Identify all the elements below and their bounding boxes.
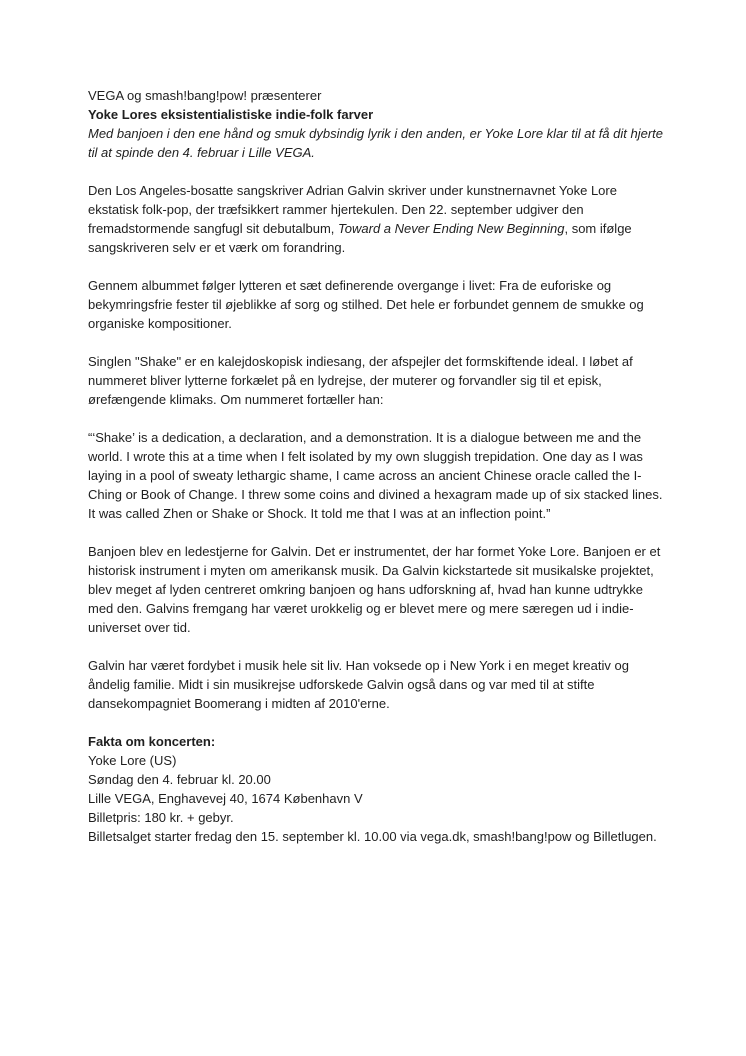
paragraph-banjo: Banjoen blev en ledestjerne for Galvin. Det er instrumentet, der har formet Yoke Lore. Banjoen er et historisk instrument i myten om amerikansk musik. Da Galvin kickstartede sit musikalske projektet, blev meget af lyden centreret omkring banjoen og hans udforskning af, hvad han kunne udtrykke med den. Galvins fremgang har været urokkelig og er blevet mere og mere særegen ud i indie-universet over tid. bbox=[88, 544, 661, 635]
facts-date: Søndag den 4. februar kl. 20.00 bbox=[88, 772, 271, 787]
paragraph-album-theme: Gennem albummet følger lytteren et sæt definerende overgange i livet: Fra de euforiske og bekymringsfrie fester til øjeblikke af sorg og stilhed. Det hele er forbundet gennem de smukke og organiske kompositioner. bbox=[88, 278, 644, 331]
facts-price: Billetpris: 180 kr. + gebyr. bbox=[88, 810, 234, 825]
facts-heading: Fakta om koncerten: bbox=[88, 734, 216, 749]
paragraph-text-before-album: Den Los Angeles-bosatte sangskriver Adrian Galvin skriver under kunstnernavnet Yoke Lore ekstatisk folk-pop, der træfsikkert rammer hjertekulen. Den 22. september udgiver den fremadstormende sangfugl sit debutalbum, bbox=[88, 183, 617, 236]
facts-block bbox=[88, 732, 668, 846]
paragraph-single-shake: Singlen "Shake" er en kalejdoskopisk indiesang, der afspejler det formskiftende ideal. I løbet af nummeret bliver lytterne forkælet på en lydrejse, der muterer og forvandler sig til et episk, ørefængende klimaks. Om nummeret fortæller han: bbox=[88, 354, 633, 407]
paragraph-artist-intro bbox=[88, 181, 668, 257]
album-title: Toward a Never Ending New Beginning bbox=[338, 221, 565, 236]
paragraph-artist-background: Galvin har været fordybet i musik hele sit liv. Han voksede op i New York i en meget kreativ og åndelig familie. Midt i sin musikrejse udforskede Galvin også dans og var med til at stifte dansekompagniet Boomerang i midten af 2010'erne. bbox=[88, 658, 629, 711]
facts-artist: Yoke Lore (US) bbox=[88, 753, 177, 768]
press-release bbox=[88, 86, 668, 846]
facts-ticket-sale: Billetsalget starter fredag den 15. september kl. 10.00 via vega.dk, smash!bang!pow og Billetlugen. bbox=[88, 829, 657, 844]
facts-venue: Lille VEGA, Enghavevej 40, 1674 København V bbox=[88, 791, 363, 806]
lead-paragraph: Med banjoen i den ene hånd og smuk dybsindig lyrik i den anden, er Yoke Lore klar til at få dit hjerte til at spinde den 4. februar i Lille VEGA. bbox=[88, 126, 664, 160]
paragraph-text-after-album: , som ifølge sangskriveren selv er et værk om forandring. bbox=[88, 221, 632, 255]
quote-paragraph: “‘Shake’ is a dedication, a declaration, and a demonstration. It is a dialogue between me and the world. I wrote this at a time when I felt isolated by my own sluggish trepidation. One day as I was laying in a pool of sweaty lethargic shame, I came across an ancient Chinese oracle called the I-Ching or Book of Change. I threw some coins and divined a hexagram made up of six stacked lines. It was called Zhen or Shake or Shock. It told me that I was at an inflection point.” bbox=[88, 430, 663, 521]
intro-block bbox=[88, 86, 668, 162]
presenter-line: VEGA og smash!bang!pow! præsenterer bbox=[88, 88, 322, 103]
document-title: Yoke Lores eksistentialistiske indie-folk farver bbox=[88, 107, 374, 122]
